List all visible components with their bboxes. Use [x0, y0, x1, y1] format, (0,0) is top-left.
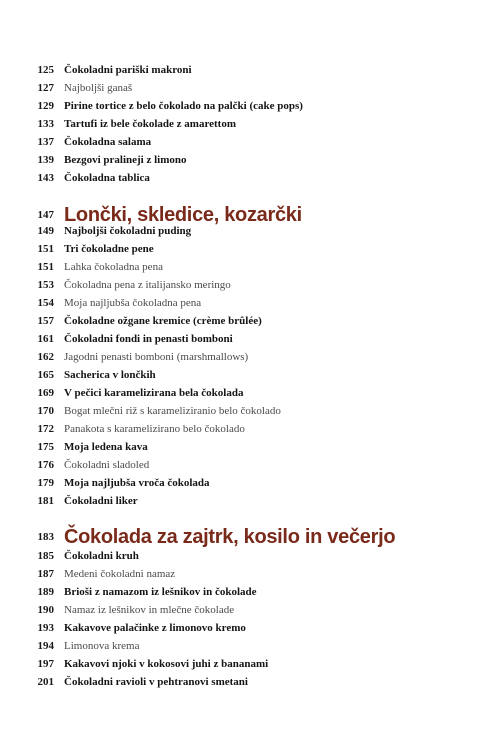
- entry-title: Tri čokoladne pene: [64, 243, 154, 255]
- page-number: 201: [37, 676, 54, 688]
- toc-entry[interactable]: [0, 97, 483, 115]
- toc-entry[interactable]: [0, 61, 483, 79]
- entry-title: Lahka čokoladna pena: [64, 261, 163, 273]
- page-number: 197: [37, 658, 54, 670]
- toc-entry[interactable]: [0, 348, 483, 366]
- toc-entry[interactable]: [0, 222, 483, 240]
- entry-title: Jagodni penasti bomboni (marshmallows): [64, 351, 249, 363]
- entry-title: Tartufi iz bele čokolade z amarettom: [64, 118, 236, 130]
- toc-entry[interactable]: [0, 384, 483, 402]
- entry-title: Čokoladni pariški makroni: [64, 64, 192, 76]
- entry-title: Moja najljubša vroča čokolada: [64, 477, 210, 489]
- toc-entry[interactable]: [0, 276, 483, 294]
- entry-title: Limonova krema: [64, 640, 140, 652]
- toc-entry[interactable]: [0, 133, 483, 151]
- entry-title: Brioši z namazom iz lešnikov in čokolade: [64, 586, 257, 598]
- page-number: 179: [37, 477, 54, 489]
- toc-entry[interactable]: [0, 151, 483, 169]
- toc-entry[interactable]: [0, 258, 483, 276]
- toc-entry[interactable]: [0, 366, 483, 384]
- toc-entry[interactable]: [0, 79, 483, 97]
- toc-entry[interactable]: [0, 402, 483, 420]
- page-number: 127: [37, 82, 54, 94]
- toc-entry[interactable]: [0, 420, 483, 438]
- page-number: 181: [37, 495, 54, 507]
- section-title: Lončki, skledice, kozarčki: [64, 204, 302, 226]
- page-number: 190: [37, 604, 54, 616]
- page-number: 165: [37, 369, 54, 381]
- entry-title: V pečici karamelizirana bela čokolada: [64, 387, 244, 399]
- page-number: 185: [37, 550, 54, 562]
- toc-entry[interactable]: [0, 169, 483, 187]
- toc-entry[interactable]: [0, 673, 483, 691]
- toc-entry[interactable]: [0, 565, 483, 583]
- page-number: 154: [37, 297, 54, 309]
- toc-entry[interactable]: [0, 330, 483, 348]
- page-number: 157: [37, 315, 54, 327]
- toc-entry[interactable]: [0, 601, 483, 619]
- toc-entry[interactable]: [0, 115, 483, 133]
- toc-entry[interactable]: [0, 655, 483, 673]
- entry-title: Kakavovi njoki v kokosovi juhi z bananami: [64, 658, 269, 670]
- page-number: 149: [37, 225, 54, 237]
- toc-entry[interactable]: [0, 294, 483, 312]
- page-number: 162: [37, 351, 54, 363]
- page-number: 139: [37, 154, 54, 166]
- page-number: 193: [37, 622, 54, 634]
- page-number: 194: [37, 640, 54, 652]
- page-number: 169: [37, 387, 54, 399]
- entry-title: Pirine tortice z belo čokolado na palčki (cake pops): [64, 100, 303, 112]
- page-number: 125: [37, 64, 54, 76]
- entry-title: Moja ledena kava: [64, 441, 148, 453]
- page-number: 153: [37, 279, 54, 291]
- entry-title: Najboljši čokoladni puding: [64, 225, 192, 237]
- entry-title: Sacherica v lončkih: [64, 369, 156, 381]
- entry-title: Bezgovi pralineji z limono: [64, 154, 187, 166]
- entry-title: Čokoladna pena z italijansko meringo: [64, 279, 231, 291]
- toc-entry[interactable]: [0, 312, 483, 330]
- page-number: 170: [37, 405, 54, 417]
- entry-title: Čokoladni kruh: [64, 550, 139, 562]
- page-number: 187: [37, 568, 54, 580]
- entry-title: Čokoladni ravioli v pehtranovi smetani: [64, 676, 248, 688]
- toc-entry[interactable]: [0, 619, 483, 637]
- entry-title: Najboljši ganaš: [64, 82, 133, 94]
- entry-title: Medeni čokoladni namaz: [64, 568, 176, 580]
- page-number: 151: [37, 261, 54, 273]
- page-number: 176: [37, 459, 54, 471]
- page-number: 183: [37, 531, 54, 543]
- page-number: 151: [37, 243, 54, 255]
- entry-title: Bogat mlečni riž s karameliziranio belo čokolado: [64, 405, 281, 417]
- page-number: 129: [37, 100, 54, 112]
- page-number: 172: [37, 423, 54, 435]
- entry-title: Čokoladna salama: [64, 136, 152, 148]
- page-number: 147: [37, 209, 54, 221]
- entry-title: Namaz iz lešnikov in mlečne čokolade: [64, 604, 235, 616]
- page-number: 137: [37, 136, 54, 148]
- entry-title: Panakota s karamelizirano belo čokolado: [64, 423, 245, 435]
- page-number: 143: [37, 172, 54, 184]
- toc-entry[interactable]: [0, 583, 483, 601]
- toc-entry[interactable]: [0, 456, 483, 474]
- toc-entry[interactable]: [0, 637, 483, 655]
- section-title: Čokolada za zajtrk, kosilo in večerjo: [64, 526, 396, 548]
- entry-title: Kakavove palačinke z limonovo kremo: [64, 622, 246, 634]
- toc-entry[interactable]: [0, 240, 483, 258]
- entry-title: Čokoladni liker: [64, 495, 138, 507]
- toc-entry[interactable]: [0, 547, 483, 565]
- page-number: 161: [37, 333, 54, 345]
- entry-title: Čokoladni sladoled: [64, 459, 150, 471]
- page-number: 133: [37, 118, 54, 130]
- entry-title: Čokoladne ožgane kremice (crème brûlée): [64, 315, 262, 327]
- toc-entry[interactable]: [0, 438, 483, 456]
- toc-entry[interactable]: [0, 474, 483, 492]
- toc-entry[interactable]: [0, 492, 483, 510]
- entry-title: Čokoladna tablica: [64, 172, 150, 184]
- entry-title: Čokoladni fondi in penasti bomboni: [64, 333, 233, 345]
- page-number: 189: [37, 586, 54, 598]
- entry-title: Moja najljubša čokoladna pena: [64, 297, 202, 309]
- page-number: 175: [37, 441, 54, 453]
